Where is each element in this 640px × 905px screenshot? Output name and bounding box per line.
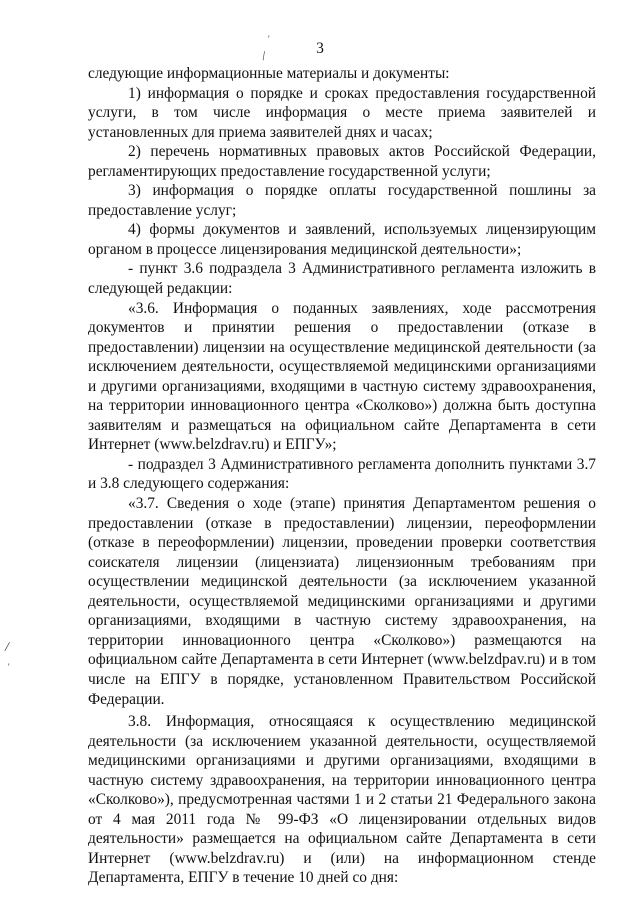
document-body [88,64,596,888]
scan-speck: ' [268,34,270,44]
paragraph-amend-3-6: - пункт 3.6 подраздела 3 Административного регламента изложить в следующей редакции: [88,260,596,298]
paragraph-clause-3-6: «3.6. Информация о поданных заявлениях, ходе рассмотрения документов и принятии решения о предоставлении (отказе в предоставлении) лицензии на осуществление медицинской деятельности (за исключением деятельности, осуществляемой медицинскими организациями и другими организациями, входящими в частную систему здравоохранения, на территории инновационного центра «Сколково») должна быть доступна заявителям и размещаться на официальном сайте Департамента в сети Интернет (www.belzdrav.ru) и ЕПГУ»; [88,299,596,454]
scan-mark: / [260,47,267,64]
paragraph-item-2: 2) перечень нормативных правовых актов Российской Федерации, регламентирующих предоставление государственной услуги; [88,143,596,180]
margin-speck: ' [8,662,10,672]
paragraph-item-3: 3) информация о порядке оплаты государственной пошлины за предоставление услуг; [88,182,596,219]
margin-mark: / [3,639,11,656]
paragraph-clause-3-7: «3.7. Сведения о ходе (этапе) принятия Департаментом решения о предоставлении (отказе в предоставлении) лицензии, переоформлении (отказе в переоформлении) лицензии, проведении проверки соответствия соискателя лицензии (лицензиата) лицензионным требованиям при осуществлении медицинской деятельности (за исключением указанной деятельности, осуществляемой медицинскими организациями и другими организациями, входящими в частную систему здравоохранения, на территории инновационного центра «Сколково») размещаются на официальном сайте Департамента в сети Интернет (www.belzdpav.ru) и в том числе на ЕПГУ в порядке, установленном Правительством Российской Федерации. [88,495,596,708]
paragraph-intro: следующие информационные материалы и документы: [88,65,450,82]
paragraph-clause-3-8: 3.8. Информация, относящаяся к осуществлению медицинской деятельности (за исключением указанной деятельности, осуществляемой медицинскими организациями и другими организациями, входящими в частную систему здравоохранения, на территории инновационного центра «Сколково»), предусмотренная частями 1 и 2 статьи 21 Федерального закона от 4 мая 2011 года № 99-ФЗ «О лицензировании отдельных видов деятельности» размещается на официальном сайте Департамента в сети Интернет (www.belzdrav.ru) и (или) на информационном стенде Департамента, ЕПГУ в течение 10 дней со дня: [88,713,596,887]
paragraph-amend-3-7-3-8: - подраздел 3 Административного регламента дополнить пунктами 3.7 и 3.8 следующего содержания: [88,455,596,493]
page-number: 3 [316,40,324,57]
paragraph-item-1: 1) информация о порядке и сроках предоставления государственной услуги, в том числе информация о месте приема заявителей и установленных для приема заявителей днях и часах; [88,84,596,141]
paragraph-item-4: 4) формы документов и заявлений, используемых лицензирующим органом в процессе лицензирования медицинской деятельности»; [88,221,596,258]
